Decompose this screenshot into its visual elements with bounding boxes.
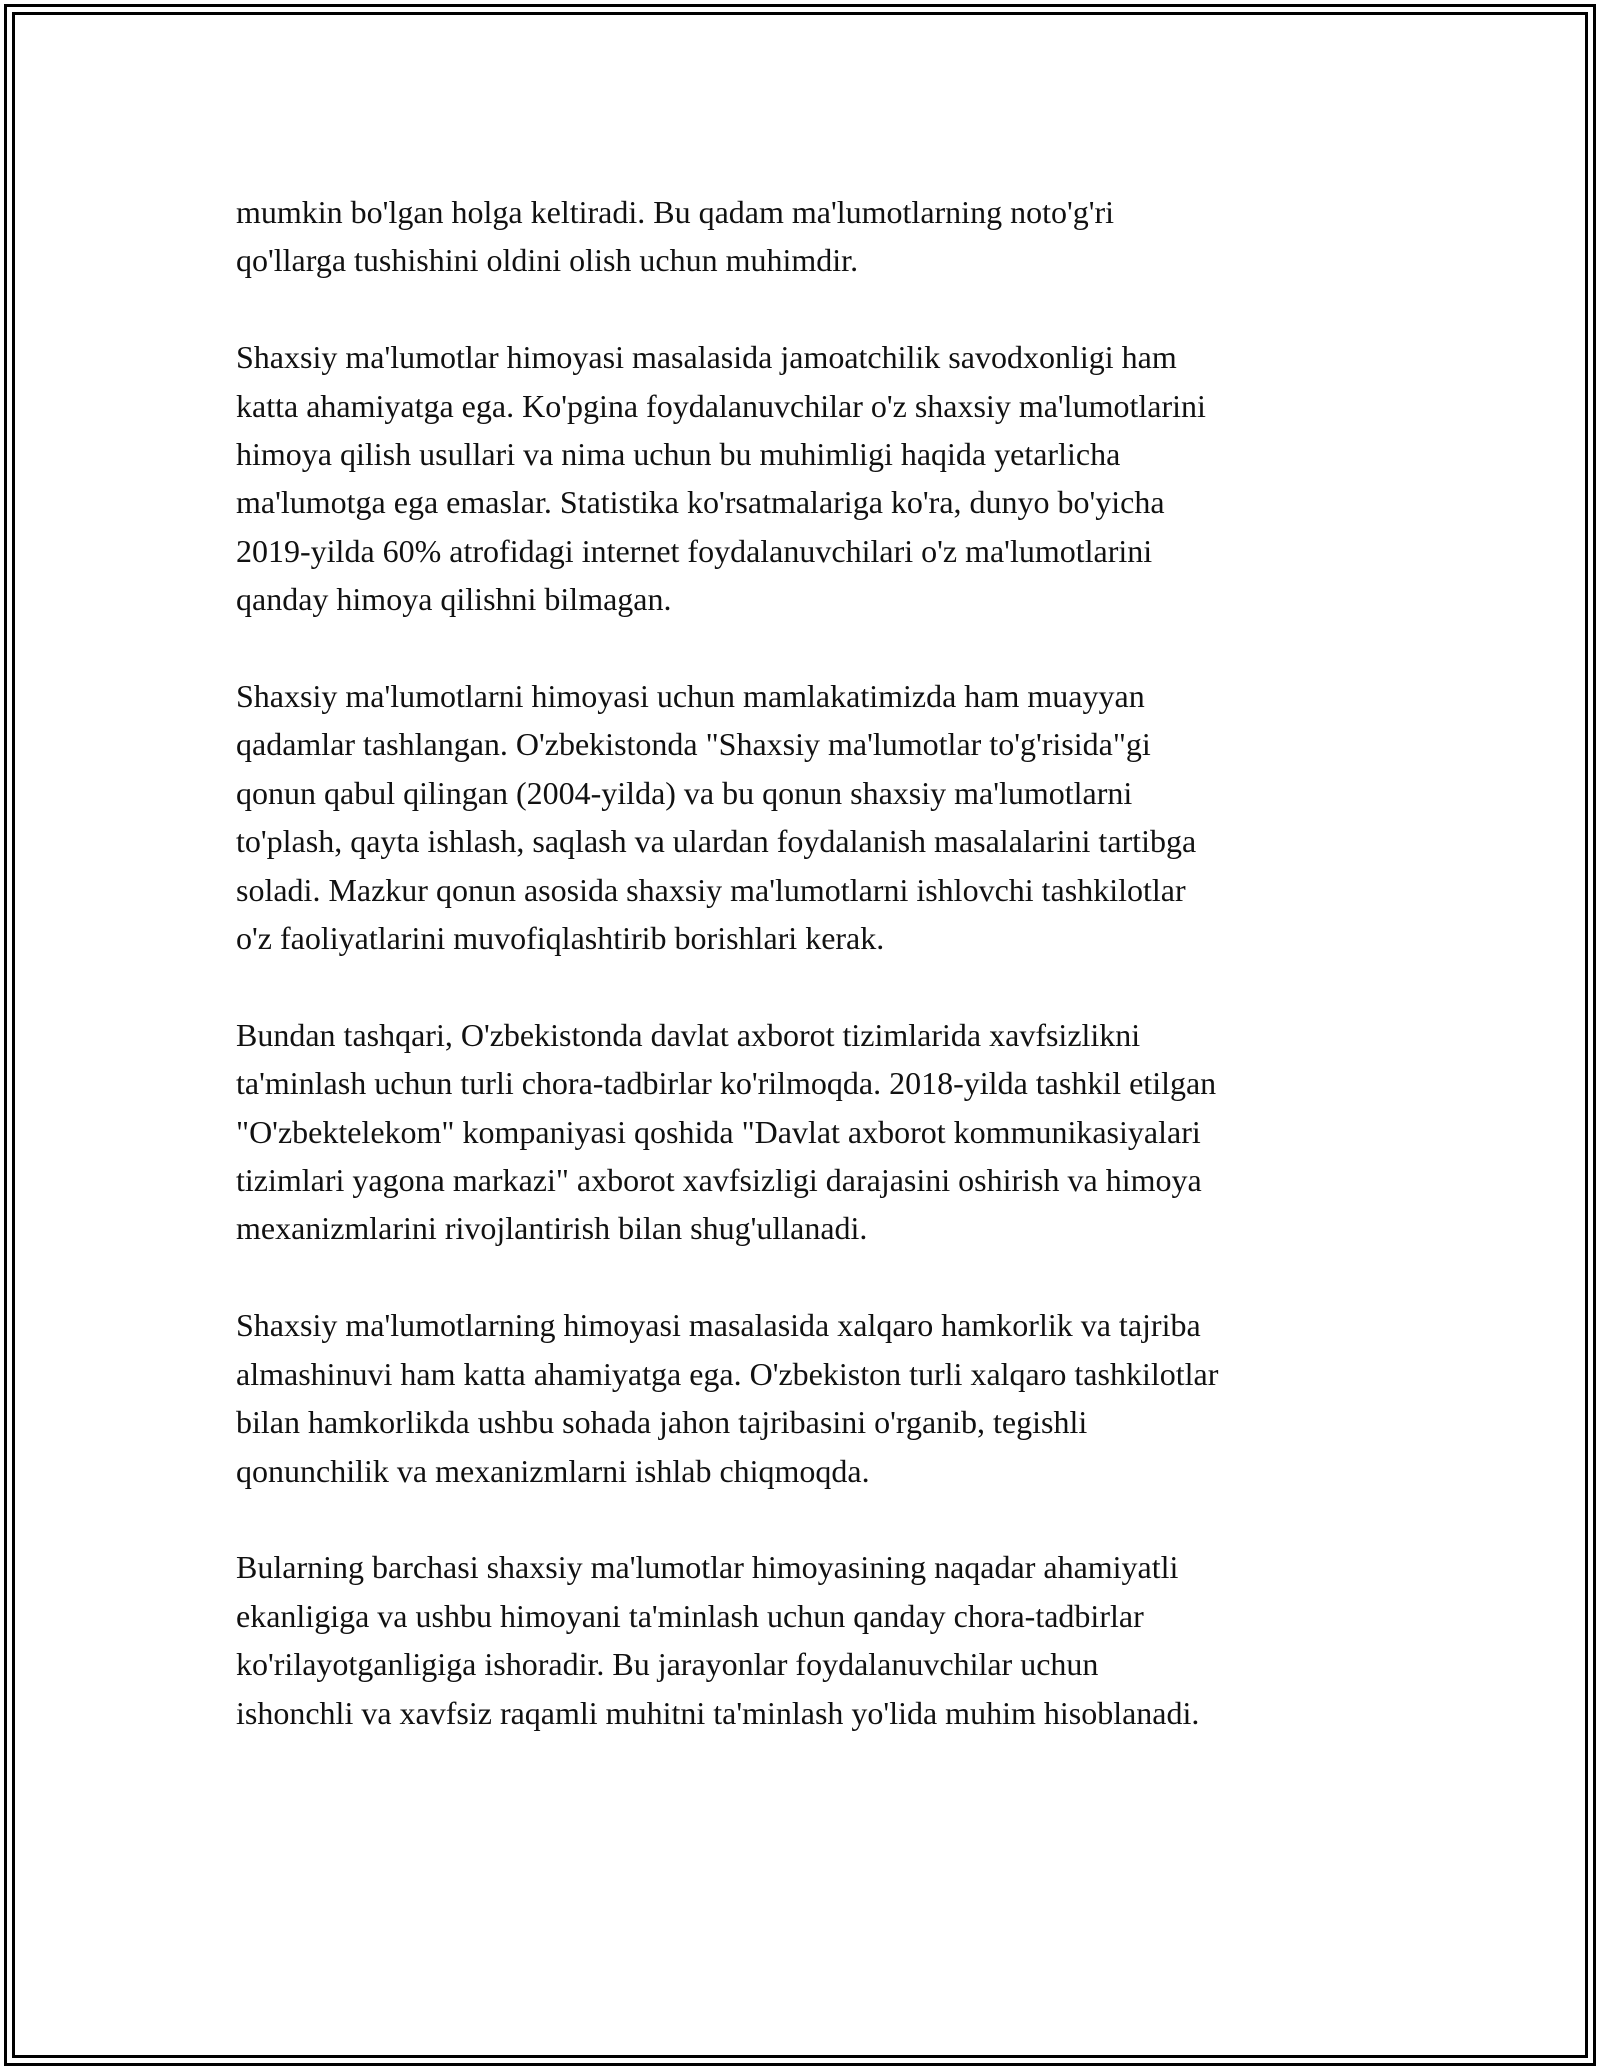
text-line: soladi. Mazkur qonun asosida shaxsiy ma'lumotlarni ishlovchi tashkilotlar bbox=[236, 871, 1186, 908]
text-line: ko'rilayotganligiga ishoradir. Bu jarayonlar foydalanuvchilar uchun bbox=[236, 1646, 1099, 1683]
text-line: Bundan tashqari, O'zbekistonda davlat axborot tizimlarida xavfsizlikni bbox=[236, 1016, 1141, 1053]
text-line: Shaxsiy ma'lumotlarning himoyasi masalasida xalqaro hamkorlik va tajriba bbox=[236, 1307, 1201, 1344]
text-line: ekanligiga va ushbu himoyani ta'minlash uchun qanday chora-tadbirlar bbox=[236, 1597, 1144, 1634]
text-line: qonunchilik va mexanizmlarni ishlab chiqmoqda. bbox=[236, 1452, 870, 1489]
paragraph bbox=[236, 1011, 1386, 1253]
text-line: ma'lumotga ega emaslar. Statistika ko'rsatmalariga ko'ra, dunyo bo'yicha bbox=[236, 484, 1165, 521]
paragraph bbox=[236, 1543, 1386, 1737]
text-line: Bularning barchasi shaxsiy ma'lumotlar himoyasining naqadar ahamiyatli bbox=[236, 1549, 1179, 1586]
text-line: himoya qilish usullari va nima uchun bu muhimligi haqida yetarlicha bbox=[236, 436, 1121, 473]
text-line: to'plash, qayta ishlash, saqlash va ulardan foydalanish masalalarini tartibga bbox=[236, 823, 1197, 860]
text-line: qonun qabul qilingan (2004-yilda) va bu qonun shaxsiy ma'lumotlarni bbox=[236, 774, 1133, 811]
text-line: "O'zbektelekom" kompaniyasi qoshida "Davlat axborot kommunikasiyalari bbox=[236, 1113, 1201, 1150]
paragraph bbox=[236, 1301, 1386, 1495]
text-line: ta'minlash uchun turli chora-tadbirlar ko'rilmoqda. 2018-yilda tashkil etilgan bbox=[236, 1065, 1217, 1102]
paragraph bbox=[236, 188, 1386, 285]
text-line: katta ahamiyatga ega. Ko'pgina foydalanuvchilar o'z shaxsiy ma'lumotlarini bbox=[236, 387, 1206, 424]
text-line: qadamlar tashlangan. O'zbekistonda "Shaxsiy ma'lumotlar to'g'risida"gi bbox=[236, 726, 1151, 763]
text-line: qanday himoya qilishni bilmagan. bbox=[236, 581, 672, 618]
text-line: qo'llarga tushishini oldini olish uchun muhimdir. bbox=[236, 242, 859, 279]
text-line: mumkin bo'lgan holga keltiradi. Bu qadam ma'lumotlarning noto'g'ri bbox=[236, 194, 1115, 230]
text-line: Shaxsiy ma'lumotlarni himoyasi uchun mamlakatimizda ham muayyan bbox=[236, 678, 1145, 715]
text-line: Shaxsiy ma'lumotlar himoyasi masalasida jamoatchilik savodxonligi ham bbox=[236, 339, 1177, 376]
text-line: 2019-yilda 60% atrofidagi internet foydalanuvchilari o'z ma'lumotlarini bbox=[236, 532, 1153, 569]
paragraph bbox=[236, 333, 1386, 623]
text-line: ishonchli va xavfsiz raqamli muhitni ta'minlash yo'lida muhim hisoblanadi. bbox=[236, 1694, 1200, 1731]
text-line: almashinuvi ham katta ahamiyatga ega. O'zbekiston turli xalqaro tashkilotlar bbox=[236, 1355, 1219, 1392]
text-line: o'z faoliyatlarini muvofiqlashtirib borishlari kerak. bbox=[236, 920, 885, 957]
text-line: tizimlari yagona markazi" axborot xavfsizligi darajasini oshirish va himoya bbox=[236, 1162, 1202, 1199]
document-body bbox=[236, 188, 1386, 1785]
paragraph bbox=[236, 672, 1386, 962]
text-line: bilan hamkorlikda ushbu sohada jahon tajribasini o'rganib, tegishli bbox=[236, 1404, 1088, 1441]
text-line: mexanizmlarini rivojlantirish bilan shug'ullanadi. bbox=[236, 1210, 868, 1247]
